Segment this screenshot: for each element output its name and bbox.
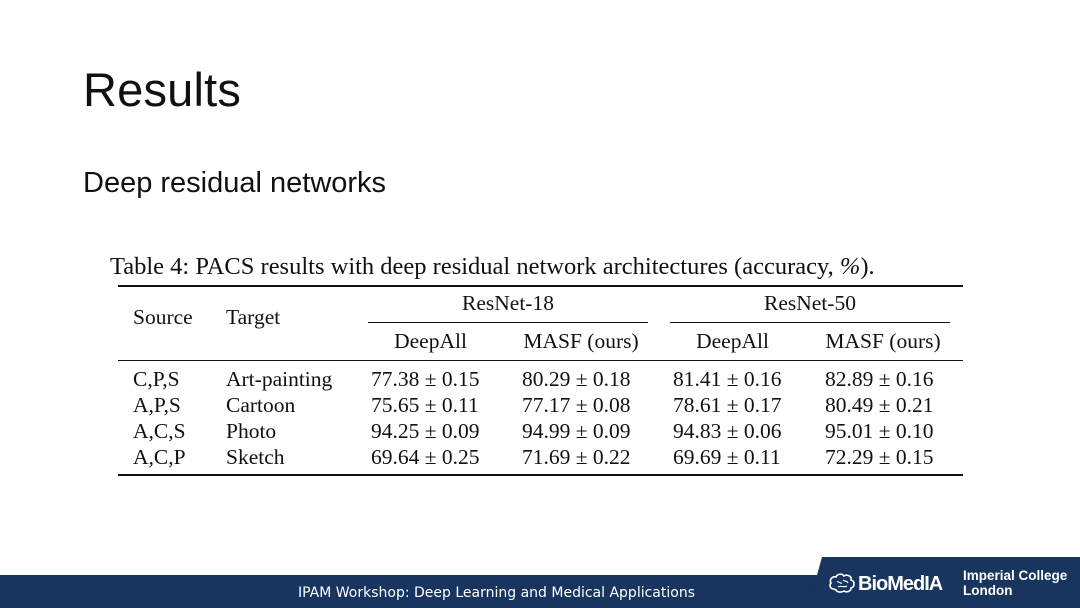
row-value: 94.83 ± 0.06	[673, 419, 782, 443]
imperial-line-2: London	[963, 583, 1013, 598]
row-target: Art-painting	[226, 367, 333, 391]
imperial-line-1: Imperial College	[963, 568, 1068, 583]
row-source: A,C,P	[133, 445, 186, 469]
imperial-logo	[963, 568, 1067, 598]
row-value: 82.89 ± 0.16	[825, 367, 934, 391]
row-target: Cartoon	[226, 393, 296, 417]
table-caption	[110, 252, 875, 282]
header-rule	[118, 360, 963, 361]
row-value: 69.64 ± 0.25	[371, 445, 480, 469]
subheader-deepall-50: DeepAll	[696, 329, 769, 353]
header-resnet50: ResNet-50	[764, 291, 856, 315]
row-value: 80.49 ± 0.21	[825, 393, 934, 417]
row-source: A,P,S	[133, 393, 181, 417]
header-resnet18: ResNet-18	[462, 291, 554, 315]
row-target: Photo	[226, 419, 277, 443]
subheader-deepall-18: DeepAll	[394, 329, 467, 353]
header-target: Target	[226, 305, 281, 329]
biomedia-logo	[828, 570, 942, 598]
biomedia-wordmark: BioMedIA	[858, 572, 943, 595]
row-value: 81.41 ± 0.16	[673, 367, 782, 391]
row-value: 71.69 ± 0.22	[522, 445, 631, 469]
brain-icon	[828, 573, 856, 595]
row-source: A,C,S	[133, 419, 186, 443]
row-value: 69.69 ± 0.11	[673, 445, 781, 469]
row-value: 75.65 ± 0.11	[371, 393, 479, 417]
row-value: 94.99 ± 0.09	[522, 419, 631, 443]
results-table	[118, 285, 963, 478]
row-target: Sketch	[226, 445, 285, 469]
row-value: 80.29 ± 0.18	[522, 367, 631, 391]
subheader-masf-50: MASF (ours)	[825, 329, 941, 353]
slide-title: Results	[83, 63, 242, 116]
row-value: 77.17 ± 0.08	[522, 393, 631, 417]
caption-main: Table 4: PACS results with deep residual network architectures (accuracy,	[110, 253, 840, 280]
bottom-rule	[118, 474, 963, 476]
row-value: 95.01 ± 0.10	[825, 419, 934, 443]
row-value: 78.61 ± 0.17	[673, 393, 782, 417]
header-source: Source	[133, 305, 193, 329]
top-rule	[118, 285, 963, 287]
subheader-masf-18: MASF (ours)	[523, 329, 639, 353]
row-value: 94.25 ± 0.09	[371, 419, 480, 443]
row-value: 72.29 ± 0.15	[825, 445, 934, 469]
caption-end: ).	[860, 253, 875, 280]
row-source: C,P,S	[133, 367, 180, 391]
caption-pct: %	[839, 253, 861, 280]
cmidrule-resnet18	[368, 322, 648, 323]
footer-workshop-text: IPAM Workshop: Deep Learning and Medical Applications	[298, 585, 695, 601]
slide-subtitle: Deep residual networks	[83, 167, 387, 199]
cmidrule-resnet50	[670, 322, 950, 323]
row-value: 77.38 ± 0.15	[371, 367, 480, 391]
